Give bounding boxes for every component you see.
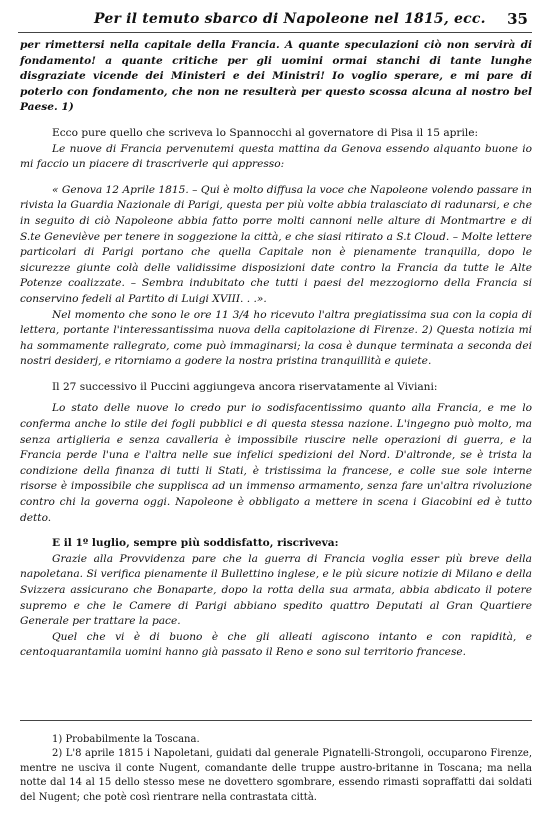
paragraph-luglio-quote-end: Quel che vi è di buono è che gli alleati agiscono intanto e con rapidità, e centoquarantamila uomini hanno già passato il Reno e sono sul territorio francese. [20, 630, 532, 659]
page-number: 35 [507, 10, 528, 28]
footnotes [20, 720, 532, 805]
footnote-1: 1) Probabilmente la Toscana. [52, 734, 200, 745]
running-header [18, 6, 532, 33]
paragraph-genova-news: « Genova 12 Aprile 1815. – Qui è molto diffusa la voce che Napoleone volendo passare in rivista la Guardia Nazionale di Parigi, questa per più volte abbia tralasciato di radunarsi, e che in seguito di ciò Napoleone abbia fatto porre molti cannoni nelle alture di Montmartre e di S.te Geneviève per tenere in soggezione la città, e che siasi ritirato a S.t Cloud. – Molte lettere particolari di Parigi portano che quella Capitale non è pienamente tranquilla, dopo le sicurezze giunte colà delle validissime disposizioni date contro la Francia da tutte le Alte Potenze coalizzate. – Sembra indubitato che tutti i paesi del mezzogiorno della Francia si conservino fedeli al Partito di Luigi XVIII. . .». [20, 183, 532, 305]
footnote-2: 2) L'8 aprile 1815 i Napoletani, guidati dal generale Pignatelli-Strongoli, occuparono Firenze, mentre ne usciva il conte Nugent, comandante delle truppe austro-britanne in Toscana; ma nella notte dal 14 al 15 dello stesso mese ne dovettero sgombrare, essendo rimasti sopraffatti dai soldati del Nugent; che potè così rientrare nella contrastata città. [20, 748, 532, 803]
running-title: Per il temuto sbarco di Napoleone nel 1815, ecc. [94, 11, 486, 27]
main-text [20, 38, 532, 661]
paragraph-luglio-intro: E il 1º luglio, sempre più soddisfatto, riscriveva: [52, 537, 339, 550]
paragraph-firenze-news: Nel momento che sono le ore 11 3/4 ho ricevuto l'altra pregiatissima sua con la copia di lettera, portante l'interessantissima nuova della capitolazione di Firenze. 2) Questa notizia mi ha sommamente rallegrato, come può immaginarsi; la cosa è dunque terminata a seconda dei nostri desiderj, e ritorniamo a godere la nostra pristina tranquillità e quiete. [20, 308, 532, 368]
paragraph-puccini-quote: Lo stato delle nuove lo credo pur io sodisfacentissimo quanto alla Francia, e me lo conferma anche lo stile dei fogli pubblici e di questa stessa nazione. L'ingegno può molto, ma senza artiglieria e senza cavalleria è impossibile riuscire nelle operazioni di guerra, e la Francia perde l'una e l'altra nelle sue infelici spedizioni del Nord. D'altronde, se è trista la condizione della finanza di tutti li Stati, è tristissima la francese, e colle sue sole interne risorse è impossibile che supplisca ad un immenso armamento, senza fare un'altra rivoluzione contro chi la governa oggi. Napoleone è obbligato a mettere in scena i Giacobini ed è tutto detto. [20, 402, 532, 524]
paragraph-spannocchi-intro: Ecco pure quello che scriveva lo Spannocchi al governatore di Pisa il 15 aprile: [52, 126, 479, 139]
paragraph-continuation: per rimettersi nella capitale della Francia. A quante speculazioni ciò non servirà di fondamento! a quante critiche per gli uomini ormai stanchi di tante lunghe disgraziate vicende dei Ministeri e dei Ministri! Io voglio sperare, e mi pare di poterlo con fondamento, che non ne resulterà per questo scossa alcuna al nostro bel Paese. 1) [20, 39, 532, 114]
paragraph-luglio-quote: Grazie alla Provvidenza pare che la guerra di Francia voglia esser più breve della napoletana. Si verifica pienamente il Bullettino inglese, e le più sicure notizie di Milano e della Svizzera assicurano che Bonaparte, dopo la rotta della sua armata, abbia abdicato il potere supremo e che le Camere di Parigi abbiano spedito quattro Deputati al Gran Quartiere Generale per trattare la pace. [20, 552, 532, 628]
paragraph-spannocchi-quote: Le nuove di Francia pervenutemi questa mattina da Genova essendo alquanto buone io mi faccio un piacere di trascriverle qui appresso: [20, 142, 532, 171]
paragraph-puccini-intro: Il 27 successivo il Puccini aggiungeva ancora riservatamente al Viviani: [52, 380, 438, 393]
